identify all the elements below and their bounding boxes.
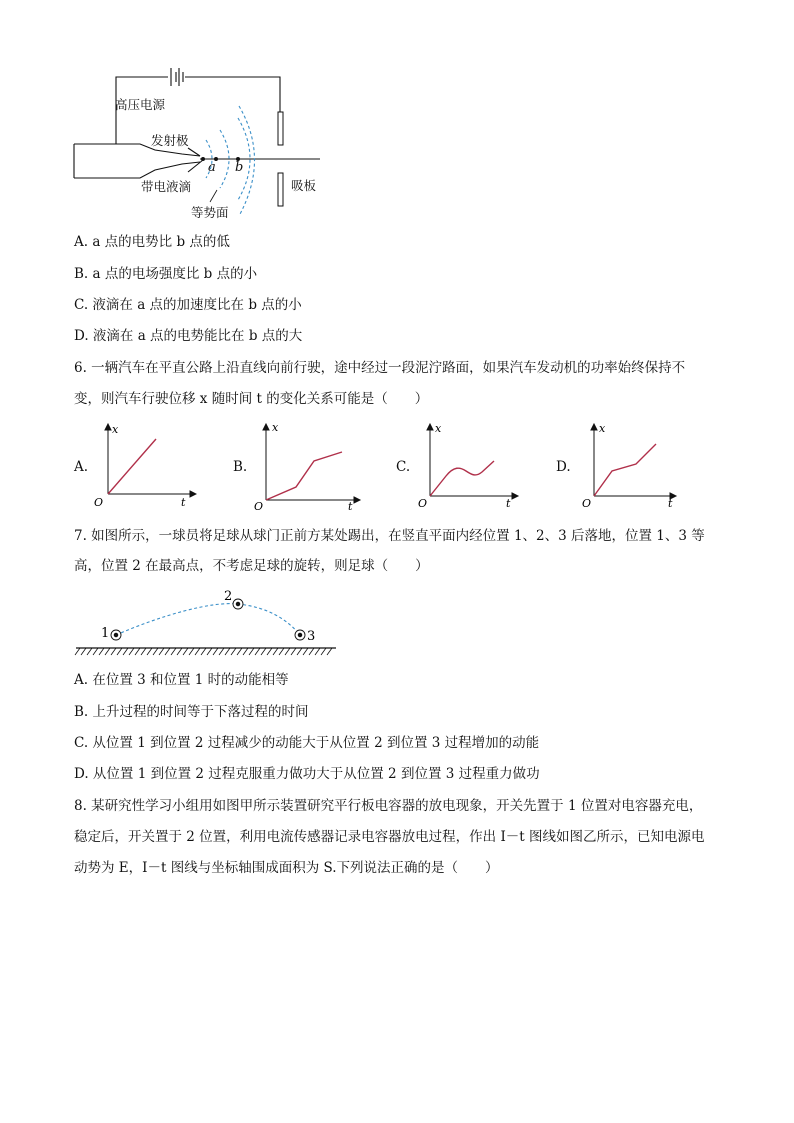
circuit-wire <box>185 77 280 112</box>
q7-stem-line1: 7. 如图所示，一球员将足球从球门正前方某处踢出，在竖直平面内经位置 1、2、3 后落地，位置 1、3 等 <box>74 528 705 544</box>
q6-stem-line1: 6. 一辆汽车在平直公路上沿直线向前行驶，途中经过一段泥泞路面，如果汽车发动机的功率始终保持不 <box>74 360 686 376</box>
graph-b-origin-label: O <box>254 500 264 512</box>
football-trajectory-figure <box>72 585 340 660</box>
graph-c-x-axis-label: x <box>435 422 442 435</box>
absorber-label: 吸板 <box>291 178 317 193</box>
q7-option-b: B. 上升过程的时间等于下落过程的时间 <box>74 704 309 720</box>
position-1-label: 1 <box>101 626 110 641</box>
q5-option-c: C. 液滴在 a 点的加速度比在 b 点的小 <box>74 297 302 313</box>
q5-option-a: A. a 点的电势比 b 点的低 <box>74 234 230 250</box>
graph-d-t-axis-label: t <box>668 497 673 508</box>
q8-stem-line1: 8. 某研究性学习小组用如图甲所示装置研究平行板电容器的放电现象，开关先置于 1 位置对电容器充电， <box>74 798 703 814</box>
q8-stem-line2: 稳定后，开关置于 2 位置，利用电流传感器记录电容器放电过程，作出 I－t 图线如图乙所示，已知电源电 <box>74 829 705 845</box>
graph-c-curve <box>430 461 494 496</box>
droplet-label: 带电液滴 <box>141 179 192 194</box>
graph-a-origin-label: O <box>94 496 104 508</box>
position-3-label: 3 <box>307 629 316 644</box>
football-icon <box>295 630 305 640</box>
graph-b-t-axis-label: t <box>348 500 353 512</box>
graph-a-letter: A. <box>74 459 89 475</box>
point-b-label: b <box>235 160 244 175</box>
q5-option-d: D. 液滴在 a 点的电势能比在 b 点的大 <box>74 328 303 344</box>
graph-d-curve <box>594 444 656 496</box>
graph-b <box>252 422 362 512</box>
graph-c-t-axis-label: t <box>506 497 511 508</box>
emitter-label: 发射极 <box>151 133 189 148</box>
absorber-plate-top <box>278 112 283 145</box>
q7-option-c: C. 从位置 1 到位置 2 过程减少的动能大于从位置 2 到位置 3 过程增加的动能 <box>74 735 540 751</box>
graph-d <box>580 422 680 508</box>
graph-a-x-axis-label: x <box>112 423 119 436</box>
graph-a-curve <box>108 439 156 494</box>
graph-c <box>416 422 521 508</box>
emitter-tube <box>74 162 200 178</box>
trajectory-path <box>116 604 300 635</box>
graph-b-curve <box>266 452 342 500</box>
football-icon <box>111 630 121 640</box>
q7-stem-line2: 高，位置 2 在最高点，不考虑足球的旋转，则足球（ ） <box>74 558 429 574</box>
graph-b-x-axis-label: x <box>272 422 279 434</box>
position-2-label: 2 <box>224 589 233 604</box>
graph-a <box>92 422 197 508</box>
graph-d-origin-label: O <box>582 497 592 508</box>
graph-b-letter: B. <box>233 459 248 475</box>
graph-c-letter: C. <box>396 459 411 475</box>
q8-stem-line3: 动势为 E，I－t 图线与坐标轴围成面积为 S.下列说法正确的是（ ） <box>74 860 499 876</box>
equipotential-label: 等势面 <box>191 205 229 220</box>
graph-c-origin-label: O <box>418 497 428 508</box>
football-icon <box>233 599 243 609</box>
hv-source-label: 高压电源 <box>115 97 166 112</box>
q7-option-a: A. 在位置 3 和位置 1 时的动能相等 <box>74 672 289 688</box>
absorber-plate-bottom <box>278 173 283 206</box>
droplet-dot <box>201 157 205 161</box>
q5-option-b: B. a 点的电场强度比 b 点的小 <box>74 266 258 282</box>
graph-d-letter: D. <box>556 459 571 475</box>
q7-option-d: D. 从位置 1 到位置 2 过程克服重力做功大于从位置 2 到位置 3 过程重力做功 <box>74 766 540 782</box>
q6-stem-line2: 变，则汽车行驶位移 x 随时间 t 的变化关系可能是（ ） <box>74 391 429 407</box>
point-a-label: a <box>208 160 216 175</box>
graph-a-t-axis-label: t <box>181 496 186 508</box>
graph-d-x-axis-label: x <box>599 422 606 435</box>
